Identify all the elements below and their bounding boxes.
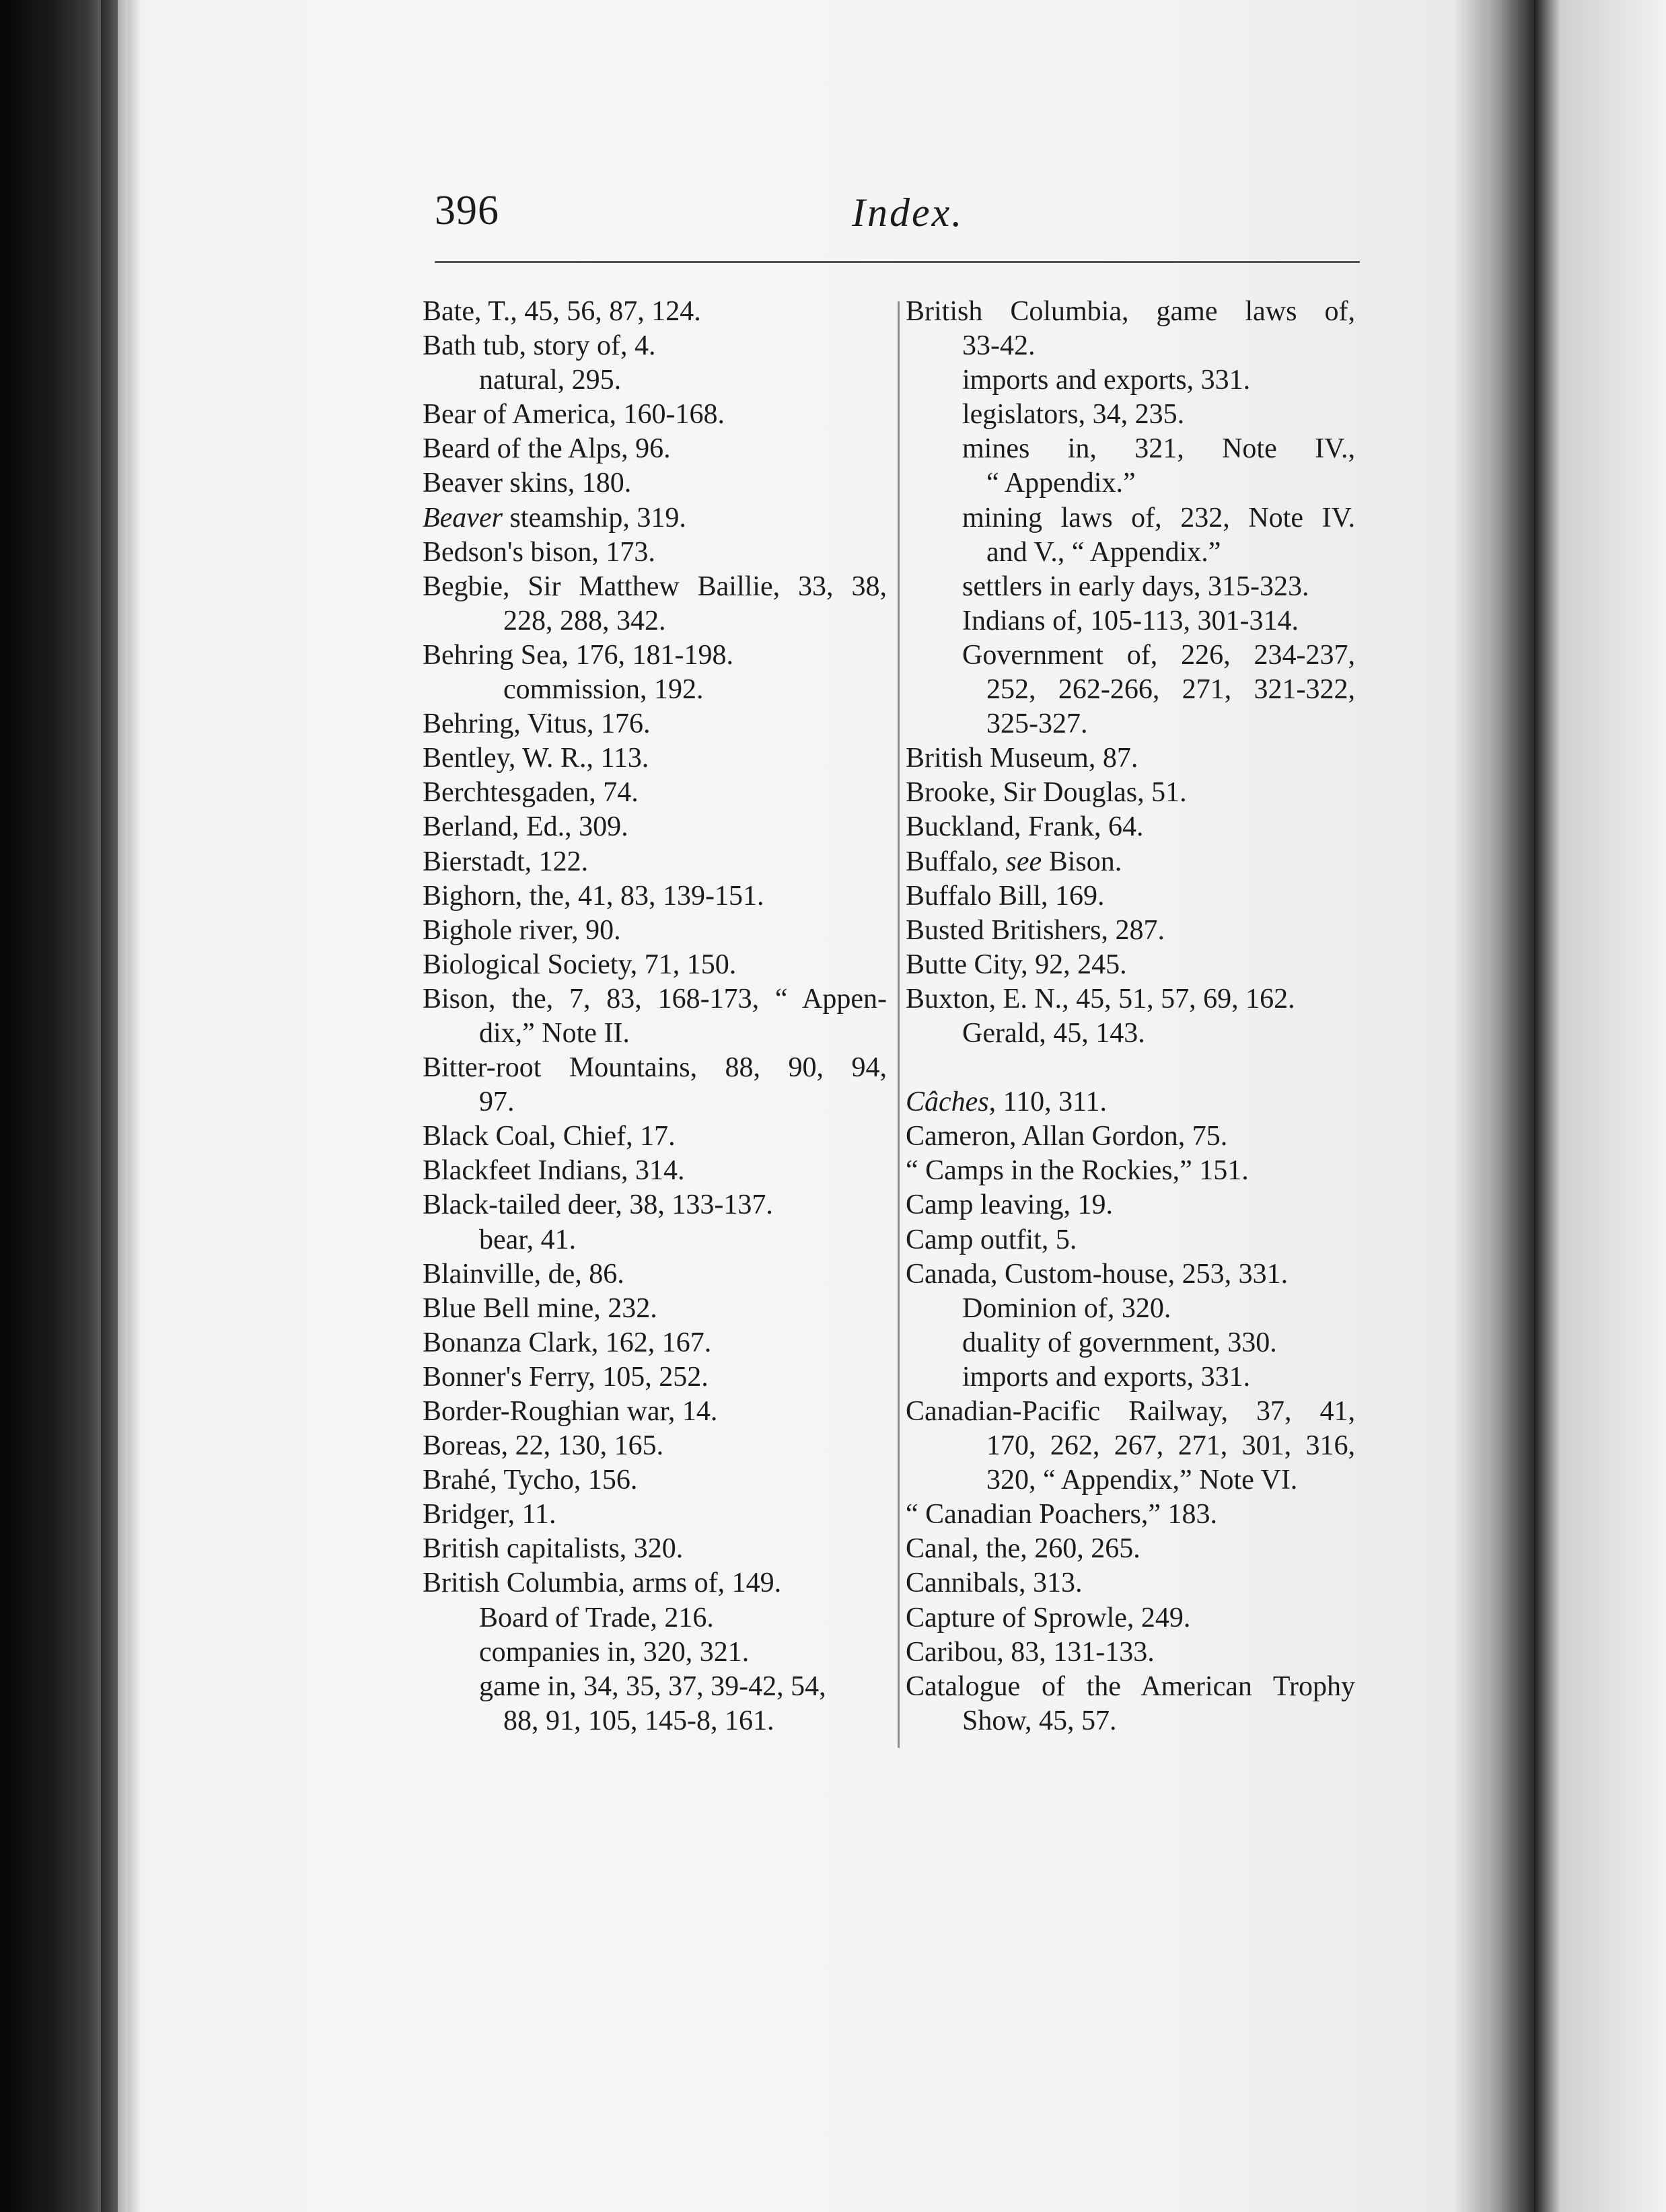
index-entry [906,398,1355,432]
index-entry-text: Bonanza Clark, 162, 167. [423,1327,712,1358]
adjacent-page-edge [1534,0,1666,2212]
index-entry-italic: Beaver [423,502,503,533]
index-entry [423,604,887,638]
page-edge-shadow [1453,0,1534,2212]
index-entry [423,845,887,879]
index-entry-text: Berland, Ed., 309. [423,811,628,843]
index-entry [906,1429,1355,1463]
index-entry [906,776,1355,810]
index-entry [906,295,1355,329]
index-entry [906,982,1355,1017]
index-entry-text: Canadian-Pacific Railway, 37, 41, [906,1396,1355,1427]
index-entry [423,329,887,363]
index-entry-text: 97. [479,1086,515,1118]
index-entry-text: Canada, Custom-house, 253, 331. [906,1258,1289,1290]
index-entry [423,1532,887,1566]
index-entry [423,707,887,741]
index-entry-text: Bate, T., 45, 56, 87, 124. [423,296,701,327]
index-entry-text: Bonner's Ferry, 105, 252. [423,1361,709,1393]
index-entry-text: Bitter-root Mountains, 88, 90, 94, [423,1052,887,1084]
index-entry [423,1257,887,1292]
index-entry-text: , 110, 311. [988,1086,1108,1118]
index-entry [906,1223,1355,1257]
index-entry-text: settlers in early days, 315-323. [962,570,1309,602]
index-entry [423,466,887,501]
index-entry-text: Blue Bell mine, 232. [423,1292,657,1324]
index-entry-text: Black-tailed deer, 38, 133-137. [423,1189,773,1221]
index-entry [423,1154,887,1188]
index-entry [423,1223,887,1257]
index-entry-text: mining laws of, 232, Note IV. [962,502,1355,533]
index-entry-text: Buckland, Frank, 64. [906,811,1144,843]
index-entry-text: British Columbia, game laws of, [906,296,1355,327]
index-entry-text: “ Canadian Poachers,” 183. [906,1499,1218,1531]
index-entry-text: natural, 295. [479,365,622,396]
index-entry-text: Beard of the Alps, 96. [423,433,671,465]
index-entry [906,1360,1355,1395]
index-entry [423,501,887,536]
index-entry-text: Buffalo Bill, 169. [906,880,1105,912]
index-entry-text: Bentley, W. R., 113. [423,743,649,774]
index-entry [423,1188,887,1222]
index-entry-text: Blackfeet Indians, 314. [423,1155,685,1187]
index-entry [906,329,1355,363]
index-entry [423,1635,887,1670]
index-column-left [423,295,887,1738]
index-entry-text: mines in, 321, Note IV., [962,433,1355,465]
index-entry-text: 252, 262-266, 271, 321-322, [986,674,1355,706]
index-entry [423,1566,887,1600]
index-entry [906,914,1355,948]
index-entry [906,845,1355,879]
index-entry-text: Border-Roughian war, 14. [423,1396,718,1427]
index-entry [423,810,887,844]
index-entry [906,1051,1355,1085]
index-entry [906,432,1355,466]
index-entry [423,1704,887,1738]
index-entry-text: Canal, the, 260, 265. [906,1533,1140,1565]
index-entry [423,982,887,1017]
index-entry-text: Begbie, Sir Matthew Baillie, 33, 38, [423,570,887,602]
index-entry-text: Bridger, 11. [423,1499,556,1531]
index-entry-text: Butte City, 92, 245. [906,949,1127,980]
index-entry [423,879,887,914]
index-entry-text: legislators, 34, 235. [962,399,1185,431]
index-entry-text: companies in, 320, 321. [479,1636,750,1668]
index-entry [423,1601,887,1635]
index-entry-text: Bear of America, 160-168. [423,399,725,431]
index-entry [423,1463,887,1498]
index-entry [906,536,1355,570]
index-entry-text: imports and exports, 331. [962,1361,1251,1393]
index-entry-text: Boreas, 22, 130, 165. [423,1430,664,1462]
index-entry [906,1085,1355,1119]
index-entry [906,1532,1355,1566]
index-entry-text: Indians of, 105-113, 301-314. [962,605,1299,636]
index-entry [423,673,887,707]
index-entry-text: Buffalo, [906,846,1006,877]
index-entry-text: Beaver skins, 180. [423,468,632,499]
index-entry-text: Bierstadt, 122. [423,846,589,877]
index-entry-text: Buxton, E. N., 45, 51, 57, 69, 162. [906,983,1295,1015]
index-entry-text: Busted Britishers, 287. [906,914,1165,946]
column-divider [898,301,900,1748]
index-entry-text: Cannibals, 313. [906,1568,1083,1599]
index-entry [423,1395,887,1429]
index-entry-text: Government of, 226, 234-237, [962,639,1355,671]
index-entry [423,1085,887,1119]
index-entry-text: “ Camps in the Rockies,” 151. [906,1155,1249,1187]
index-entry-text: Cameron, Allan Gordon, 75. [906,1121,1228,1152]
header-rule [435,261,1360,263]
index-entry-text: Black Coal, Chief, 17. [423,1121,676,1152]
book-binding-shadow [0,0,118,2212]
gutter-shadow [101,0,141,2212]
index-entry [423,1498,887,1532]
index-entry [423,1292,887,1326]
index-entry-text: bear, 41. [479,1224,577,1255]
index-entry-italic: see [1005,846,1042,877]
index-entry [423,363,887,398]
index-entry [906,1154,1355,1188]
index-entry [906,1119,1355,1154]
index-entry-text: Catalogue of the American Trophy [906,1670,1355,1702]
index-entry [906,363,1355,398]
index-entry [906,638,1355,673]
index-entry [423,398,887,432]
index-entry-text: Bighorn, the, 41, 83, 139-151. [423,880,764,912]
index-entry-text: Gerald, 45, 143. [962,1017,1145,1049]
index-entry-text: Camp leaving, 19. [906,1189,1113,1221]
index-entry-text: dix,” Note II. [479,1017,630,1049]
index-entry-text: Brooke, Sir Douglas, 51. [906,777,1187,809]
index-entry [423,741,887,776]
index-entry-text: Bedson's bison, 173. [423,536,655,568]
index-entry-text: Bison. [1042,846,1122,877]
index-entry-text: 228, 288, 342. [503,605,666,636]
index-entry-text: 320, “ Appendix,” Note VI. [986,1465,1298,1496]
index-entry [423,1119,887,1154]
index-entry [423,948,887,982]
index-entry-text: Biological Society, 71, 150. [423,949,737,980]
index-entry-text: 325-327. [986,708,1088,740]
index-entry [423,776,887,810]
index-entry-text: 88, 91, 105, 145-8, 161. [503,1705,774,1736]
index-entry [906,879,1355,914]
index-entry [906,604,1355,638]
index-entry [906,1292,1355,1326]
index-entry [423,1670,887,1704]
index-entry [906,1017,1355,1051]
index-entry-text: steamship, 319. [502,502,686,533]
index-entry [423,536,887,570]
index-entry-text: duality of government, 330. [962,1327,1277,1358]
index-entry-text: Camp outfit, 5. [906,1224,1077,1255]
index-entry [906,1670,1355,1704]
index-entry [906,810,1355,844]
index-entry [906,570,1355,604]
index-entry-text: Behring Sea, 176, 181-198. [423,639,733,671]
index-entry [423,638,887,673]
index-entry [906,707,1355,741]
index-entry-text: “ Appendix.” [986,468,1136,499]
index-entry-text: Capture of Sprowle, 249. [906,1602,1191,1633]
index-entry-text: Bighole river, 90. [423,914,621,946]
index-entry [423,1326,887,1360]
index-entry [906,1601,1355,1635]
index-entry [906,1188,1355,1222]
index-entry [906,1498,1355,1532]
page-header [435,180,1363,254]
index-entry-text: commission, 192. [503,674,704,706]
index-column-right [906,295,1355,1738]
index-entry-text: 33-42. [962,330,1036,362]
index-entry [423,570,887,604]
index-entry [423,432,887,466]
index-entry-text: Berchtesgaden, 74. [423,777,639,809]
index-entry [906,1395,1355,1429]
index-entry-text: Bath tub, story of, 4. [423,330,656,362]
index-entry [906,501,1355,536]
index-entry-text: Dominion of, 320. [962,1292,1171,1324]
index-entry-text: imports and exports, 331. [962,365,1251,396]
index-entry [906,1566,1355,1600]
index-entry [423,1051,887,1085]
index-entry [423,914,887,948]
index-entry [423,1360,887,1395]
index-entry [906,1326,1355,1360]
index-entry-text: British capitalists, 320. [423,1533,684,1565]
index-entry [906,1704,1355,1738]
index-entry [423,295,887,329]
index-entry-text: Board of Trade, 216. [479,1602,714,1633]
page-number: 396 [435,188,499,233]
index-entry [423,1429,887,1463]
index-entry-text: British Museum, 87. [906,743,1138,774]
index-entry [423,1017,887,1051]
index-entry [906,673,1355,707]
index-entry-italic: Câches [906,1086,989,1118]
index-entry-text: Bison, the, 7, 83, 168-173, “ Appen- [423,983,887,1015]
index-entry [906,948,1355,982]
index-entry-text: Behring, Vitus, 176. [423,708,651,740]
index-entry-text: Brahé, Tycho, 156. [423,1465,638,1496]
index-entry [906,1635,1355,1670]
index-entry [906,741,1355,776]
index-entry-text: Blainville, de, 86. [423,1258,624,1290]
running-head: Index. [852,190,964,235]
index-entry [906,1257,1355,1292]
index-entry-text: and V., “ Appendix.” [986,536,1221,568]
index-entry-text: 170, 262, 267, 271, 301, 316, [986,1430,1355,1462]
index-entry [906,1463,1355,1498]
index-entry-text: Caribou, 83, 131-133. [906,1636,1155,1668]
index-entry-text: Show, 45, 57. [962,1705,1117,1736]
index-entry-text: game in, 34, 35, 37, 39-42, 54, [479,1670,826,1702]
index-entry-text: British Columbia, arms of, 149. [423,1568,782,1599]
index-entry [906,466,1355,501]
